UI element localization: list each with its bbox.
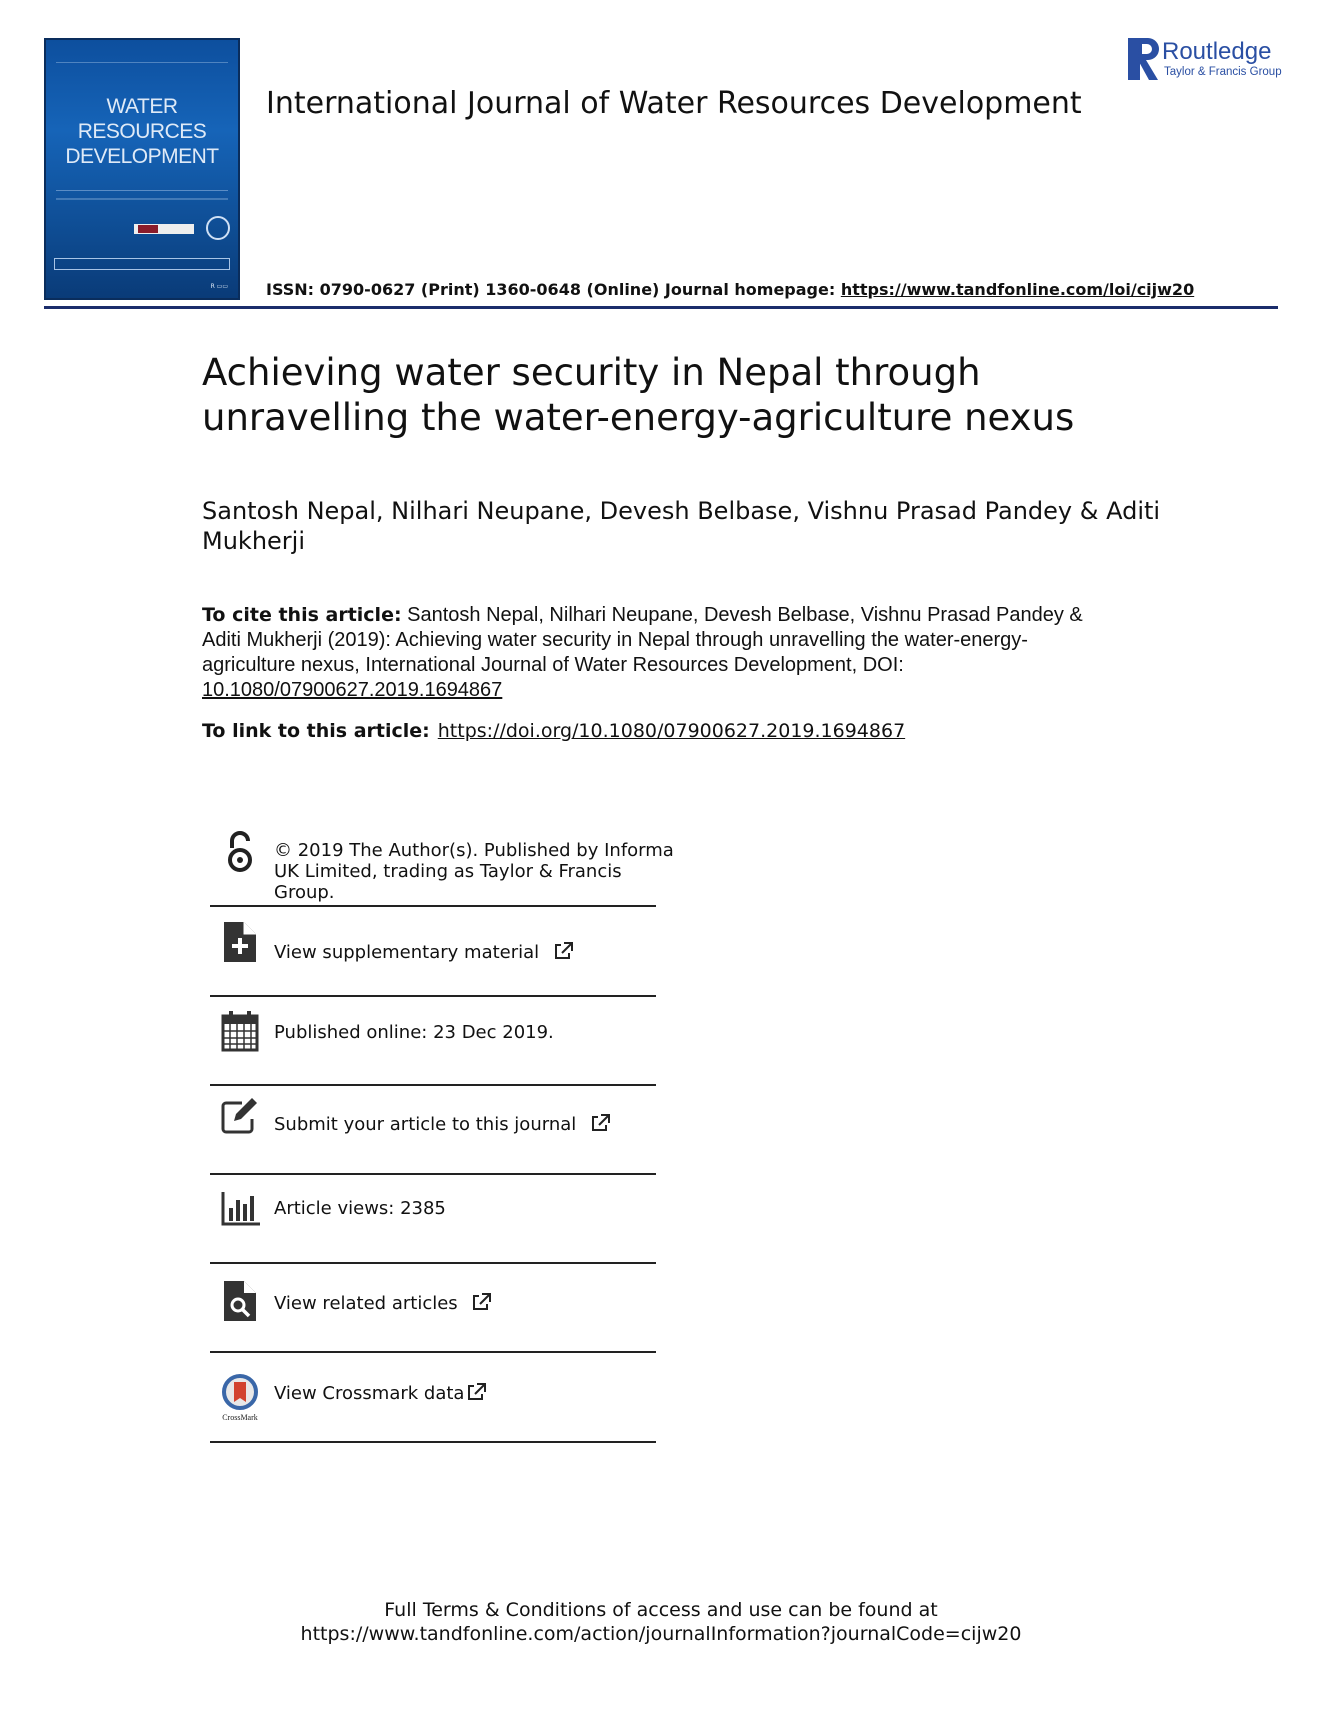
cover-partner-logo bbox=[134, 224, 194, 234]
journal-homepage-link[interactable]: https://www.tandfonline.com/loi/cijw20 bbox=[840, 280, 1195, 299]
terms-footer bbox=[0, 1598, 1322, 1646]
terms-url[interactable]: https://www.tandfonline.com/action/journalInformation?journalCode=cijw20 bbox=[300, 1623, 1022, 1645]
routledge-r-icon bbox=[1128, 36, 1160, 82]
article-views-item bbox=[210, 1176, 656, 1264]
info-divider bbox=[210, 1173, 656, 1175]
crossmark-item[interactable] bbox=[210, 1354, 656, 1442]
bar-chart-icon bbox=[220, 1186, 260, 1230]
issn-text: ISSN: 0790-0627 (Print) 1360-0648 (Online) Journal homepage: bbox=[266, 280, 841, 299]
supplementary-label: View supplementary material bbox=[274, 942, 540, 963]
article-doi-link[interactable]: https://doi.org/10.1080/07900627.2019.1694867 bbox=[437, 720, 906, 742]
cover-title bbox=[46, 94, 238, 169]
open-access-notice bbox=[210, 826, 674, 906]
header-divider bbox=[44, 306, 1278, 309]
article-title: Achieving water security in Nepal through unravelling the water-energy-agriculture nexus bbox=[202, 351, 1075, 439]
publisher-name: Routledge bbox=[1162, 38, 1272, 65]
external-link-icon bbox=[471, 1293, 491, 1311]
issn-line bbox=[266, 280, 1194, 299]
cover-seal-icon bbox=[206, 216, 230, 240]
published-date: Published online: 23 Dec 2019. bbox=[274, 1022, 554, 1043]
article-link-row bbox=[202, 720, 905, 742]
cover-publisher-logo: R ▭▭ bbox=[210, 283, 228, 290]
info-divider bbox=[210, 1262, 656, 1264]
search-document-icon bbox=[220, 1279, 260, 1323]
article-views: Article views: 2385 bbox=[274, 1198, 446, 1219]
calendar-icon bbox=[220, 1010, 260, 1054]
citation-block bbox=[202, 603, 1102, 703]
copyright-line: UK Limited, trading as Taylor & Francis bbox=[274, 861, 622, 882]
external-link-icon bbox=[590, 1114, 610, 1132]
edit-icon bbox=[220, 1095, 260, 1139]
cover-title-line: WATER bbox=[106, 95, 178, 118]
related-articles-item[interactable] bbox=[210, 1265, 656, 1353]
info-divider bbox=[210, 1441, 656, 1443]
supplementary-material-item[interactable] bbox=[210, 908, 656, 996]
cite-doi-link[interactable]: 10.1080/07900627.2019.1694867 bbox=[202, 679, 503, 701]
crossmark-label: View Crossmark data bbox=[274, 1383, 465, 1404]
publisher-group: Taylor & Francis Group bbox=[1164, 66, 1282, 78]
link-label: To link to this article: bbox=[202, 720, 430, 742]
cover-title-line: RESOURCES bbox=[77, 120, 207, 143]
published-date-item bbox=[210, 998, 656, 1086]
info-divider bbox=[210, 1351, 656, 1353]
crossmark-icon-label: CrossMark bbox=[222, 1413, 258, 1422]
journal-cover-image bbox=[44, 38, 240, 300]
info-divider bbox=[210, 1084, 656, 1086]
terms-line: Full Terms & Conditions of access and use can be found at bbox=[384, 1599, 938, 1621]
info-divider bbox=[210, 905, 656, 907]
journal-title: International Journal of Water Resources Development bbox=[266, 86, 1082, 121]
cite-text: Santosh Nepal, Nilhari Neupane, Devesh Belbase, Vishnu Prasad Pandey & Aditi Mukherji (2019): Achieving water security in Nepal through unravelling the water-energy-agriculture nexus, International Journal of Water Resources Development, DOI: bbox=[202, 604, 1083, 676]
external-link-icon bbox=[553, 942, 573, 960]
external-link-icon bbox=[466, 1383, 486, 1401]
open-access-icon bbox=[220, 830, 260, 874]
routledge-logo[interactable] bbox=[1128, 36, 1298, 86]
cover-banner bbox=[54, 258, 230, 270]
cite-label: To cite this article: bbox=[202, 604, 402, 626]
cover-title-line: DEVELOPMENT bbox=[65, 145, 219, 168]
related-label: View related articles bbox=[274, 1293, 458, 1314]
info-divider bbox=[210, 995, 656, 997]
copyright-line: Group. bbox=[274, 882, 335, 903]
article-authors: Santosh Nepal, Nilhari Neupane, Devesh Belbase, Vishnu Prasad Pandey & Aditi Mukherji bbox=[202, 497, 1161, 555]
submit-label: Submit your article to this journal bbox=[274, 1114, 577, 1135]
crossmark-icon bbox=[218, 1374, 262, 1422]
submit-article-item[interactable] bbox=[210, 1087, 656, 1175]
copyright-line: © 2019 The Author(s). Published by Informa bbox=[274, 840, 674, 861]
file-plus-icon bbox=[220, 920, 260, 964]
